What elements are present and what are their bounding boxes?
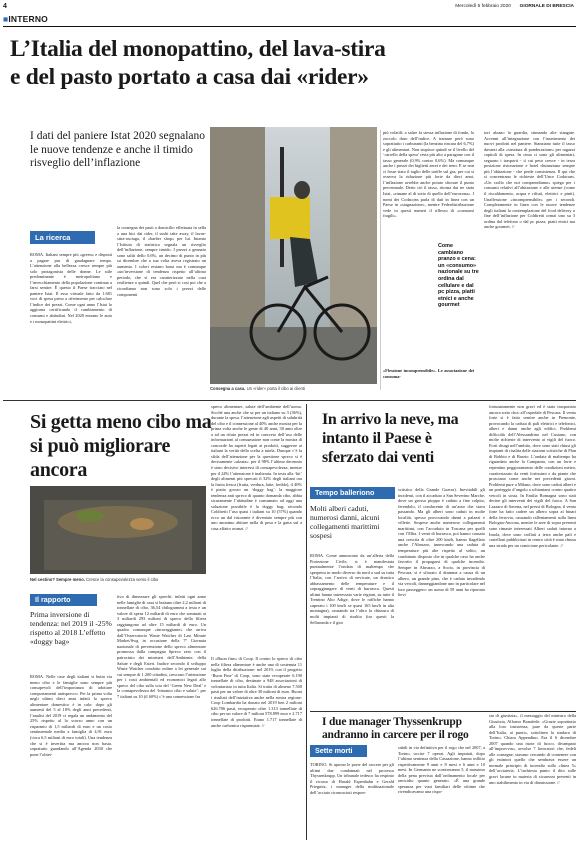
section-rule <box>3 400 576 401</box>
main-kicker: La ricerca <box>30 231 95 244</box>
newspaper-name: GIORNALE DI BRESCIA <box>519 4 574 9</box>
left-subhead: Prima inversione di tendenza: nel 2019 il -25% rispetto al 2018 L’effetto «doggy bag» <box>30 610 112 646</box>
masthead-line <box>455 4 574 9</box>
right-bottom-col-2: sabili in via definitiva per il rogo che nel 2007, a Torino, uccise 7 operai. Agli imputati, dopo l’ultima sentenza della Cassazione, hanno inflitto rispettivamente 9 anni e 8 mesi e 6 anni e 10 mesi. In Germania ne scontreranno 5, il massimo della pena prevista dall’ordinamento locale per omicidio quanto generato. «È una grande speranza per vuoi familiari delle vittime che rivendicavamo una rispo- <box>398 745 485 795</box>
right-bottom-headline: I due manager Thyssenkrupp andranno in carcere per il rogo <box>322 716 469 741</box>
right-top-headline: In arrivo la neve, ma intanto il Paese è sferzato dai venti <box>322 411 459 466</box>
left-col-3: spreco alimentare, salute dell’ambiente dell’uomo. Sicché una anche che se per un italiano su 3 (36%), durante la spesa. l’attenzione agli aspetti di salubrità del cibo e il connessione al 40% anche mostra per la prima volta anche le gente di 40 anni, 30 anni oltre a ad un rifuto prezzi ed in concreto dell’uso delle informazioni al consumatore non come la mostra di concorde ha aspetti legati ai prodotti, suggerire ai italiani la verità della scelta a tutela. Dunque c’è la sfida dell’attenzione per la questione spreco si è decisamente «alzata»: per il 98% l’ultimo decennio è stato decisivo interessi di consapevolezza, mentre per il 24% l’attenzione è inalterata. In testa alla ‘hit’ degli alimenti più sprecati il 32% degli italiani ora la frutta fresca (frutta, verdura, latte, freddo), il 40% è piatto grosso un ‘doggy bag’: la maggiore tendenza anti spreco di quanto domanda cibo, abbia sicuramente l’abitudine è consumato ad oggi una soluzione possibile è la doggy bag; secondo Coldiretti l’uso quasi i italiani su 10 (57%) quando ecco un dal ristorante è diventato sempre più con uno anonimo abitare nella di pesa e la gatta sul a casa affatto avanzi. // <box>211 404 302 532</box>
rider-photo <box>210 127 377 384</box>
right-bottom-kicker: Sette morti <box>310 745 367 757</box>
section-marker: ■ <box>3 14 9 24</box>
right-top-kicker: Tempo balleriono <box>310 487 395 499</box>
building-left <box>210 127 265 327</box>
main-col-4: tori alzano la guardia, stimando alte stangate. Accenni all’integrazione con l’inserimento dei nuovi prodotti nel paniere. Stanziano tutte il tasso davanti alla «struttura di ponderazione» per ragazzi capitoli di spesa. In cima ci sono gli alimentari, seguono i trasporti - ti cui peso cresce - in terza posizione ristorazione e hotel distanziano sempre più l’abitazione - che perde consistenza. Il qui che si concentrano le richieste dell’Unce Codacons. «Un crollo che noi comprendiamo» spiega per i consumi relativi all’abitazione e alle utenze (come il riscaldamento, acqua e rifiuti, elettrici e pinti). Unaflessione «incomprensibile» per i secondi. Completamente in linea con le nuove tendenze degli italiani la contemplazione del food delivery a fine dell’inflazione per Coldiretti ormai uno su 3 ordina dal telefono o dal pc pizza, piatti etnici ma anche gourmet. // <box>484 130 575 230</box>
right-top-subhead: Molti alberi caduti, numerosi danni, alcuni collegamenti marittimi sospesi <box>310 504 380 540</box>
left-right-divider <box>306 404 307 840</box>
rider-head <box>294 181 310 199</box>
main-col-2: la consegna dei pasti a domicilio effettuata in sella a una bici dai rider, il sushi take away, il lavaz-stira-asciuga, il «barber shop» per lui. Intanto l’Istituto di statistica segnala un risveglio dell’inflazione, sempre timido. I prezzi a gennaio sono saliti dello 0,6%, un decimo di punto in più su dicembre che a sua volta aveva registrato un aumento. I colori restano bassi ma è comunque «un’inversione di tendenza rispetto all’ultimo periodo, che si era caratterizzato nella cura resilienze o quindi. Quel che però si cosi poi che a ricordiamo non sono solo i prezzi delle componenti <box>117 225 206 297</box>
left-kicker: Il rapporto <box>30 594 97 606</box>
left-col-3-end: Il «Buon fine» di Coop. Il contro lo spreco di cibo nella filiera alimentare è anche una di sostenuta 11 luglio della ditribuzione: nel 2019, con il progetto ‘Buon Fine’ di Coop, sono state recuperate 6.190 tonnellate di cibo, destinate a 948 associazioni di volontariato in tutta Italia. Si tratta di almeno 7.500 pasti per un valore di oltre 30 milioni di euro. Buoni i risultati dell’iniziativa anche nella nostra regione: Coop Lombardia ha donato nel 2019 ben 2 milioni 626.706 pasti, recuperato oltre 1.313 tonnellate di cibo per un valore di 7 milioni 578.899 euro e 2.717 tonnellate di prodotti. Erano 1.717 tonnellate di anche carbonica risparmiate. // <box>211 656 302 728</box>
right-top-col-3: fortunatamente non gravi ed è stato trasportato ancora sotto choc all’ospedale di Pescara. Il vento forte si è fatto sentire anche in Piemonte, provocando la caduta di pali elettrici e telefonici, alberi e danni anche agli edifici. Problemi difficoltà dell’Alessandrino nel Cusiano, con molte richieste di intervento ai vigili del fuoco. Forti disagi nell’ambito, dove sono stati chiusi gli impianti di risalita delle stazioni sciistiche di Plan di Bobbio e di Barzio. L’ondata di maltempo ha riguardato anche la Campania, con un forte e repentino peggioramento delle condizioni meteo, caratterizzato da venti fortissimi e da piante che prosciano come anche nei precedenti giorni. Problemi pure a Milano, dove sono caduti alberi e un porteggio d’angolo a schiantarsi contro quattro veicoli in sosta. In Emilia Romagna sono stati decine gli interventi dei vigili del fuoco. A San Lazzaro di Savena, nel pressi di Bologna, il vento forte ha fatto cadere un albero sopra ai binari della ferrovia, causando rallentamenti sulla linea Bologna-Ancona, mentre le aree di sopra presenti sono rimaste interessati Alberi caduti intorno a Imola, dove sono crollati a terra anche pali e cartelloni pubblicitari in centro città è stata chiusa una strada per un comicione pericolante. // <box>489 404 576 548</box>
page-number: 4 <box>3 3 7 10</box>
issue-date: Mercoledì 5 febbraio 2020 <box>455 4 511 9</box>
right-top-col-2: sciistico della Grande Guerra). Inevitabili gli incidenti, con il accaduto a San Severino Marche, dove un grosso pioppo è caduto a fine colpito, ferendolo, il conducente di un’auto che stava passando. Ma gli alberi sono caduti in molte località, spesso provocando danni a palazzi e villette. Sospese anche numerose collegamenti marittimi, con l’accaduto in Toscana per quelli con l’Elba. I venti di burrasca, poi hanno causato una crescita di oltre 200 km/h, hanno flagellato anche l’Abruzzo, innescando una caduta di temperature più alte rispetto al solito, un combinato disposto che in qualche caso ha anche favorito il propagarsi di qualche incendio. Sempre in Abruzzo, a Scoio, in provincia di Pescara, si è sfiorato il dramma a causa di un albero, un grande pino, che è caduto invadendo via veicoli, danneggiandone uno in particolare nel loro passeggero: un uomo di 59 anni ha riportato lievi <box>398 487 485 598</box>
main-headline: L’Italia del monopattino, del lava-stira e del pasto portato a casa dai «rider» <box>10 36 386 90</box>
trash-bin-photo <box>30 486 206 574</box>
left-photo-caption: Nel cestino? Sempre meno. Cresce la consapevolezza verso il cibo <box>30 577 159 582</box>
right-bottom-col-1: TORINO. Si aprono le porte del carcere per gli ultimi due condannati nel processo Thyssenkrupp. Un tribunale tedesco ha respinto il ricorso di Harald Espenhahn e Gerald Priegnitz, i manager della multinazionale dell’acciaio riconosciuti respon- <box>310 762 394 795</box>
main-subhead: I dati del paniere Istat 2020 segnalano le nuove tendenze e anche il timido risveglio dell’inflazione <box>30 130 205 169</box>
main-col-3: più volatili: a salire fa stessa inflazione di fondo, lo zoccolo duro dell’indice. A trainare però sono soprattutto i carburanti (la benzina rincara del 6,7%) e gli alimentari. Non stupisce quindi se il livello del ‘carrello della spesa’ resta più alto a paragone con il tasso generale (0,9% contro 0,6%). Ma comunque anche i prezzi dei biglietti aerei e dei treni. E se non ci fosse stato il taglio delle tariffe sul gas, per cui si osserva la riduzione più forte da dieci anni, l’inflazione avrebbe anche potuto sfiorare il punto percentuale. Detto ciò il tasso, ritorna dai tre stata Istat, «rimane al di sotto di quello dell’eurozona». I nomi dei Codacons parla di dati in linea con un Paese in «stagnazione», mentre Federdistribuzione vede in questi numeri il riflesso di «consumi fragili». <box>383 130 474 219</box>
right-bottom-col-3: sta di giustizia», il messaggio del ministro della Giustizia, Alfonso Bonafede. «Grazie soprattutto alla loro insistenza, pure da queste parte dell’Italia, ai punti», sottolinea la sindaca di Torino, Chiara Appendino. Era il 6 dicembre 2007 quando una ruote di fuoco, divampato all’improvviso, avvolse 7 lavoratori che, fedeli alle consegne, stavano cercando di contenere con gli estintori quello che sembrava essere un normale principio di incendio sulla «linea 5» dell’acciaieria. L’inchiesta punto il dito sulle gravi lacune in materia di sicurezza presenti in uno stabilimento in via di dismissione. // <box>489 713 576 785</box>
section-label: ■INTERNO <box>3 14 48 24</box>
vegetable-leaf <box>76 510 104 522</box>
left-col-2: tivo di dimezzare gli sprechi: infatti ogni anno nelle famiglie di casa si buttano oltre 2,2 milioni di tonnellate di cibo, 36,54 chilogrammi a testa e un valore di spesa 12 miliardi di euro che sommati ai 3 miliardi 293 milioni di spreco della filiera raggiungono ad oltre 15 miliardi di euro. Un quadro comunque «incoraggiante» che arriva dall’Osservatorio Waste Watcher di Last Minute Market/Swg in occasione della 7ª Giornata nazionale di prevenzione dello spreco alimentare promossa dalla campagna Spreco zero con il patrocinio dei ministeri dell’Ambiente, della Salute e degli Esteri. Inoltre secondo il sviluppo Waste Watcher condotto online a lei generale sui cui sempre di 1.200 cittadini, crescono l’attenzione per i costi ambientali ed economici legati allo spreco del cibo sulla scia del ‘Green New Deal’ e la consapevolezza del ‘binomio cibo e salute’: per 7 italiani su 10 (il 60%) c’è una connessione fra <box>117 594 206 699</box>
header-rule <box>3 26 576 27</box>
right-top-col-1: ROMA. Come annunciato da un’allerta della Protezione Civile, si è manifestata puntualmente l’ondata di maltempo che sperpetra in modo diverso da nord a sud su tutta l’Italia, con l’arrivo di nevicate, un drastico abbassamento delle temperature e il sopraggiungere di venti di burrasca. Questi ultimi hanno interessato varie regioni, su tutte il Trentino Alto Adige, dove le raffiche hanno superato i 100 km/h se quasi 165 km/h in alta montagna), causando tra l’altro la chiusura di molti impianti di risalita (tra questi la Sellaronda e il giro <box>310 553 394 625</box>
pull-quote: Come cambiano pranzo e cena: un «consumo» nazionale su tre ordina dal cellulare e dal pc pizza, piatti etnici e anche gourmet <box>438 243 479 309</box>
main-col-3-end: «Flessione incomprensibile». Le associazione dei consuma- <box>383 368 474 379</box>
main-photo-caption: Consegna a casa. Un «rider» porta il cibo ai clienti <box>210 386 305 391</box>
main-divider <box>380 130 381 390</box>
left-col-1: ROMA. Nelle case degli italiani si butta via meno cibo e le famiglie sono sempre più consapevoli dell’importanza di adottare comportamenti antisprecco. Per la prima volta negli ultimi dieci anni infatti lo spreco alimentare domestico è in calo: dopo gli aumenti del 5 al 10% degli anni precedenti, l’analisi del 2019 ci regala un andamento del 25% rispetto al lo scorso anno con un risparmio di 1,5 miliardi di euro e un costo sentimentale medio a famiglia di 4,91 euro (circa 6,5 milioni di euro totali). Una tendenza che si è invertita ma ancora non basta. sopratutto guardando all’Agenda 2030 che pone l’obiet- <box>30 674 112 757</box>
left-headline: Si getta meno cibo ma si può migliorare ancora <box>30 411 212 481</box>
main-col-1: ROMA. Italiani sempre più «green» e disposti a pagare pur di guadagnare tempo. L’attenzione alla bellezza cresce sempre più solo protagonista delle donne. Le stile predominante è metropolitano e l’invecchiamento della popolazione continua a farsi sentire. È questo il Paese tracciato nel paniere Istat. Il esso virtuale fatto da 1.681 voci di spesa preso a riferimento per calcolare l’indice dei prezzi. Come ogni anno l’Istat lo aggiorna certificando il cambiamento di consumi e abitudini. Nel 2020 entrano le auto e i monopattini elettrici, <box>30 252 112 324</box>
food-scraps <box>58 506 178 538</box>
right-bottom-rule <box>310 711 576 712</box>
bread-piece <box>130 518 154 530</box>
rider-backpack <box>270 197 310 239</box>
